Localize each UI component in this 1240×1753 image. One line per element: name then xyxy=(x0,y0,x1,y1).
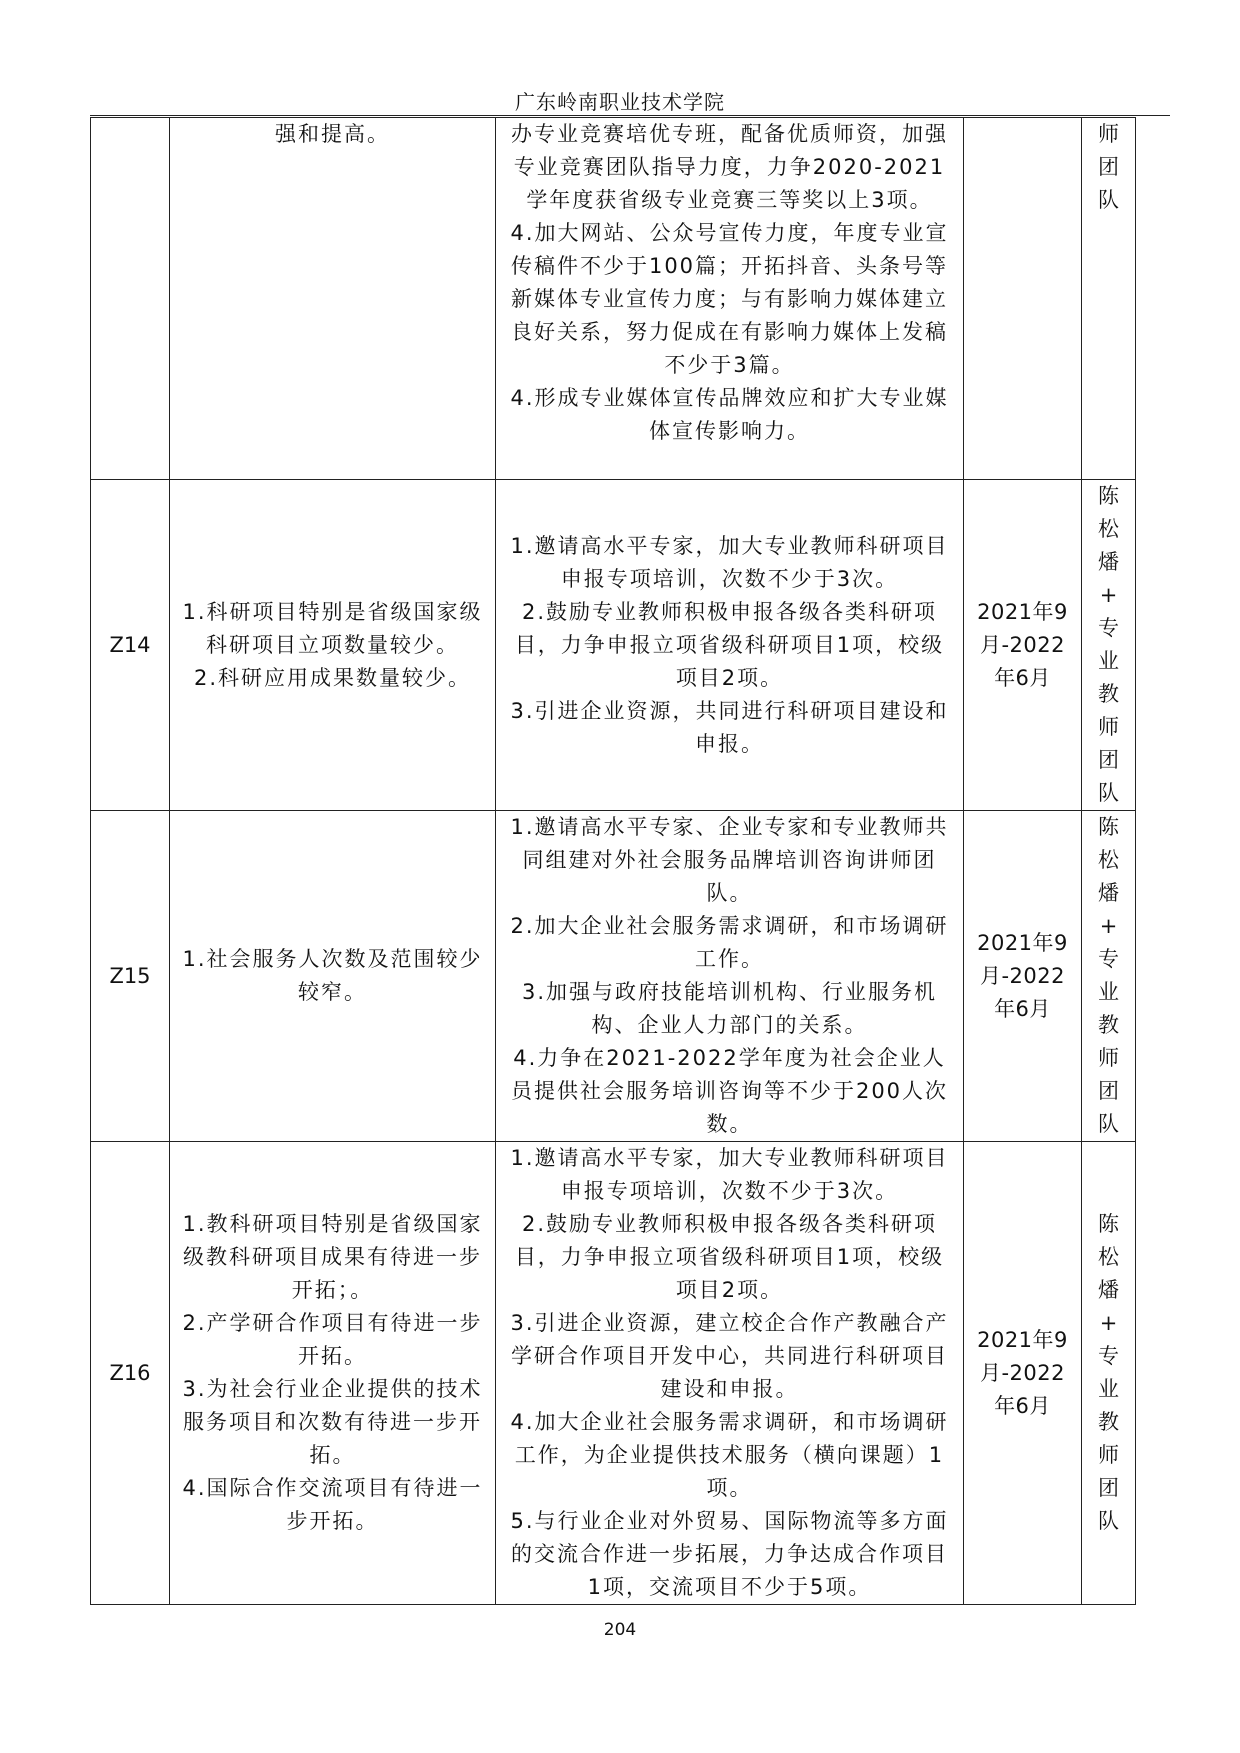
person-cell xyxy=(1082,1142,1136,1605)
item-id-cell: Z15 xyxy=(91,811,170,1142)
person-char: 师 xyxy=(1098,1046,1119,1070)
person-cell xyxy=(1082,811,1136,1142)
person-char: 队 xyxy=(1098,781,1119,805)
person-char: 队 xyxy=(1098,1112,1119,1136)
problem-cell xyxy=(170,811,496,1142)
measures-cell xyxy=(496,480,964,811)
person-char: 专 xyxy=(1098,616,1119,640)
measures-line: 1.邀请高水平专家、企业专家和专业教师共同组建对外社会服务品牌培训咨询讲师团队。 xyxy=(510,815,949,905)
measures-line: 3.加强与政府技能培训机构、行业服务机构、企业人力部门的关系。 xyxy=(521,980,938,1037)
problem-cell xyxy=(170,480,496,811)
person-char: 松 xyxy=(1098,517,1119,541)
problem-cell xyxy=(170,118,496,480)
person-char: 燔 xyxy=(1098,881,1119,905)
measures-line: 4.力争在2021-2022学年度为社会企业人员提供社会服务培训咨询等不少于200人次数。 xyxy=(510,1046,949,1136)
item-id-cell: Z16 xyxy=(91,1142,170,1605)
person-char: 松 xyxy=(1098,1245,1119,1269)
measures-line: 办专业竞赛培优专班，配备优质师资，加强专业竞赛团队指导力度，力争2020-2021学年度获省级专业竞赛三等奖以上3项。 xyxy=(511,122,948,212)
person-char: + xyxy=(1099,583,1118,607)
measures-line: 5.与行业企业对外贸易、国际物流等多方面的交流合作进一步拓展，力争达成合作项目1项，交流项目不少于5项。 xyxy=(510,1509,949,1599)
measures-line: 3.引进企业资源，共同进行科研项目建设和申报。 xyxy=(510,698,949,756)
table-row xyxy=(91,118,1136,480)
problem-line: 1.教科研项目特别是省级国家级教科研项目成果有待进一步开拓；。 xyxy=(182,1212,483,1302)
measures-line: 1.邀请高水平专家，加大专业教师科研项目申报专项培训，次数不少于3次。 xyxy=(510,1146,949,1203)
problem-line: 3.为社会行业企业提供的技术服务项目和次数有待进一步开拓。 xyxy=(182,1377,483,1467)
measures-line: 4.加大企业社会服务需求调研，和市场调研工作，为企业提供技术服务（横向课题）1项。 xyxy=(510,1410,949,1500)
item-id-cell xyxy=(91,118,170,480)
person-char: + xyxy=(1099,1311,1118,1335)
table-row xyxy=(91,811,1136,1142)
task-table xyxy=(90,117,1136,1605)
task-table-container xyxy=(90,117,1135,1605)
table-row xyxy=(91,480,1136,811)
person-cell xyxy=(1082,480,1136,811)
measures-cell xyxy=(496,811,964,1142)
measures-line: 2.加大企业社会服务需求调研，和市场调研工作。 xyxy=(510,914,949,971)
item-id-cell: Z14 xyxy=(91,480,170,811)
measures-line: 1.邀请高水平专家，加大专业教师科研项目申报专项培训，次数不少于3次。 xyxy=(510,533,949,591)
problem-line: 1.科研项目特别是省级国家级科研项目立项数量较少。 xyxy=(182,599,483,657)
problem-cell xyxy=(170,1142,496,1605)
measures-line: 2.鼓励专业教师积极申报各级各类科研项目，力争申报立项省级科研项目1项，校级项目2项。 xyxy=(514,599,945,690)
person-char: 陈 xyxy=(1098,815,1119,839)
measures-cell xyxy=(496,118,964,480)
person-char: 燔 xyxy=(1098,1278,1119,1302)
problem-line: 2.产学研合作项目有待进一步开拓。 xyxy=(182,1311,483,1368)
person-char: 陈 xyxy=(1098,484,1119,508)
person-char: 团 xyxy=(1098,1079,1119,1103)
page-header: 广东岭南职业技术学院 xyxy=(515,90,725,114)
header-divider xyxy=(90,115,1170,116)
person-char: 教 xyxy=(1098,1410,1119,1434)
person-char: 师 xyxy=(1098,1443,1119,1467)
person-cell xyxy=(1082,118,1136,480)
task-table-body xyxy=(91,118,1136,1605)
person-char: 师 xyxy=(1098,715,1119,739)
problem-line: 强和提高。 xyxy=(275,122,390,146)
problem-line: 1.社会服务人次数及范围较少较窄。 xyxy=(182,947,483,1004)
measures-line: 4.形成专业媒体宣传品牌效应和扩大专业媒体宣传影响力。 xyxy=(510,386,949,443)
person-char: 教 xyxy=(1098,1013,1119,1037)
person-char: 业 xyxy=(1098,1377,1119,1401)
measures-line: 2.鼓励专业教师积极申报各级各类科研项目，力争申报立项省级科研项目1项，校级项目2项。 xyxy=(514,1212,945,1302)
person-char: 队 xyxy=(1098,1509,1119,1533)
measures-cell xyxy=(496,1142,964,1605)
time-cell: 2021年9月-2022年6月 xyxy=(964,811,1082,1142)
page-number: 204 xyxy=(603,1620,637,1640)
problem-line: 4.国际合作交流项目有待进一步开拓。 xyxy=(182,1476,483,1533)
person-char: 队 xyxy=(1098,188,1119,212)
table-row xyxy=(91,1142,1136,1605)
person-char: 师 xyxy=(1098,122,1119,146)
person-char: 松 xyxy=(1098,848,1119,872)
person-char: 业 xyxy=(1098,649,1119,673)
person-char: 专 xyxy=(1098,1344,1119,1368)
person-char: 团 xyxy=(1098,748,1119,772)
measures-line: 4.加大网站、公众号宣传力度，年度专业宣传稿件不少于100篇；开拓抖音、头条号等新媒体专业宣传力度；与有影响力媒体建立良好关系，努力促成在有影响力媒体上发稿不少于3篇。 xyxy=(510,221,949,377)
person-char: 团 xyxy=(1098,1476,1119,1500)
person-char: + xyxy=(1099,914,1118,938)
person-char: 教 xyxy=(1098,682,1119,706)
time-cell xyxy=(964,118,1082,480)
person-char: 团 xyxy=(1098,155,1119,179)
measures-line: 3.引进企业资源，建立校企合作产教融合产学研合作项目开发中心，共同进行科研项目建设和申报。 xyxy=(510,1311,949,1401)
time-cell: 2021年9月-2022年6月 xyxy=(964,480,1082,811)
problem-line: 2.科研应用成果数量较少。 xyxy=(193,665,472,690)
person-char: 业 xyxy=(1098,980,1119,1004)
person-char: 陈 xyxy=(1098,1212,1119,1236)
person-char: 专 xyxy=(1098,947,1119,971)
time-cell: 2021年9月-2022年6月 xyxy=(964,1142,1082,1605)
person-char: 燔 xyxy=(1098,550,1119,574)
